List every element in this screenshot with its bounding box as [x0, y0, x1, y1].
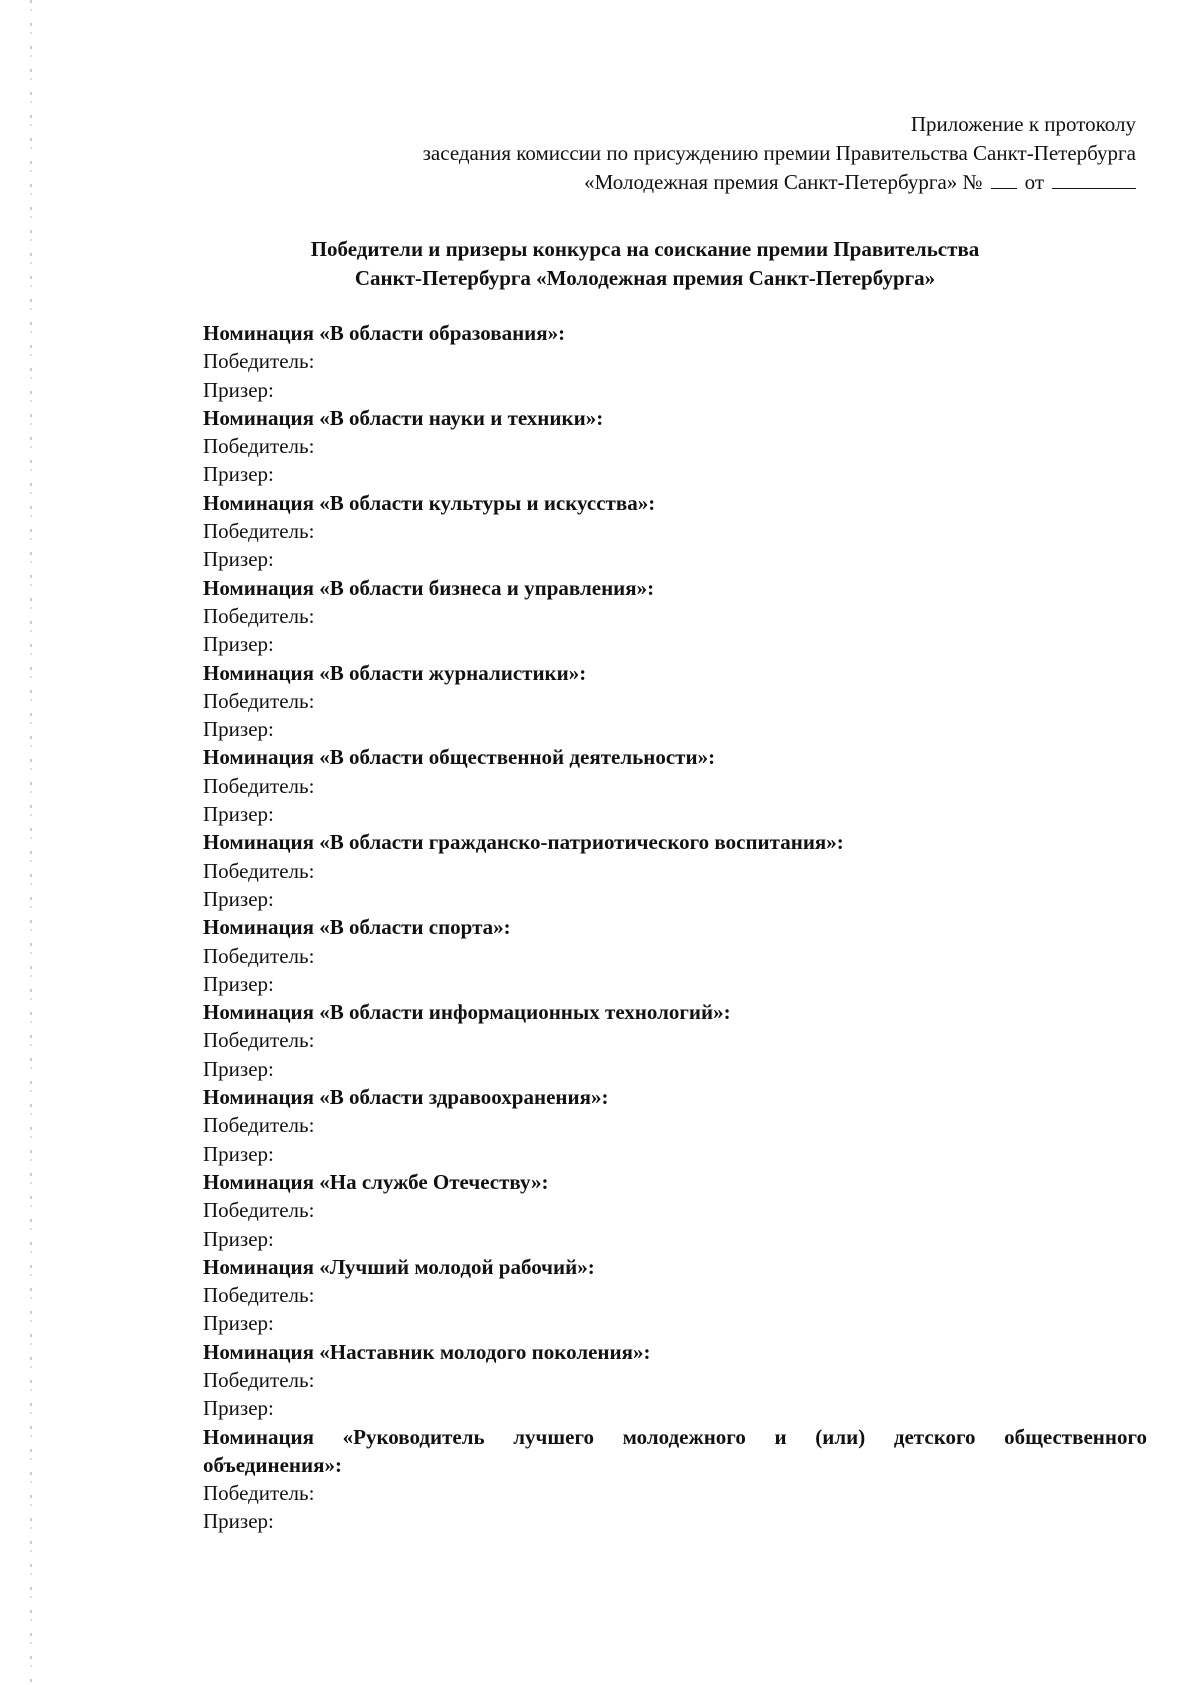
nomination-title: Номинация «В области общественной деятельности»:	[203, 745, 716, 770]
header-from-label: от	[1024, 170, 1044, 194]
nomination-block	[203, 489, 1147, 574]
nomination-block	[203, 1168, 1147, 1253]
nomination-title: Номинация «Руководитель лучшего молодежного и (или) детского общественного	[203, 1424, 1147, 1449]
prize-label: Призер:	[203, 1396, 274, 1421]
nomination-title: Номинация «В области спорта»:	[203, 915, 511, 940]
prize-label: Призер:	[203, 632, 274, 657]
title-line-1: Победители и призеры конкурса на соискание премии Правительства	[310, 237, 980, 261]
nomination-block	[203, 828, 1147, 913]
title-line-2: Санкт-Петербурга «Молодежная премия Санкт-Петербурга»	[354, 266, 936, 290]
nomination-title-continuation: объединения»:	[203, 1452, 342, 1477]
prize-label: Призер:	[203, 971, 274, 996]
nomination-block	[203, 1083, 1147, 1168]
nomination-block	[203, 404, 1147, 489]
prize-label: Призер:	[203, 462, 274, 487]
prize-label: Призер:	[203, 1226, 274, 1251]
scan-edge-artifact	[30, 0, 32, 1685]
nomination-block	[203, 743, 1147, 828]
nomination-block	[203, 1253, 1147, 1338]
winner-label: Победитель:	[203, 773, 315, 798]
nomination-title: Номинация «В области образования»:	[203, 321, 566, 345]
nomination-title: Номинация «Наставник молодого поколения»:	[203, 1339, 651, 1364]
prize-label: Призер:	[203, 547, 274, 572]
nomination-block	[203, 998, 1147, 1083]
nomination-block	[203, 1423, 1147, 1536]
prize-label: Призер:	[203, 1311, 274, 1336]
prize-label: Призер:	[203, 1056, 274, 1081]
winner-label: Победитель:	[203, 943, 315, 968]
header-line-2: заседания комиссии по присуждению премии Правительства Санкт-Петербурга	[422, 141, 1136, 165]
winner-label: Победитель:	[203, 1113, 315, 1138]
winner-label: Победитель:	[203, 349, 315, 374]
protocol-number-blank	[991, 170, 1017, 189]
winner-label: Победитель:	[203, 1028, 315, 1053]
document-header	[236, 110, 1136, 197]
prize-label: Призер:	[203, 1141, 274, 1166]
protocol-date-blank	[1052, 170, 1136, 189]
header-line-3	[236, 168, 1136, 197]
prize-label: Призер:	[203, 1509, 274, 1534]
nomination-title: Номинация «В области бизнеса и управления»:	[203, 575, 655, 600]
nomination-block	[203, 574, 1147, 659]
nomination-block	[203, 913, 1147, 998]
document-title	[200, 235, 1090, 293]
nomination-title: Номинация «В области здравоохранения»:	[203, 1085, 609, 1110]
winner-label: Победитель:	[203, 603, 315, 628]
nomination-title: Номинация «На службе Отечеству»:	[203, 1169, 549, 1194]
winner-label: Победитель:	[203, 1481, 315, 1506]
winner-label: Победитель:	[203, 688, 315, 713]
nomination-title: Номинация «В области журналистики»:	[203, 660, 587, 685]
nomination-title: Номинация «В области гражданско-патриотического воспитания»:	[203, 830, 844, 855]
nomination-block	[203, 319, 1147, 404]
nomination-title: Номинация «В области культуры и искусства»:	[203, 490, 656, 515]
winner-label: Победитель:	[203, 1198, 315, 1223]
nomination-block	[203, 1338, 1147, 1423]
nomination-title: Номинация «В области науки и техники»:	[203, 405, 604, 430]
winner-label: Победитель:	[203, 1367, 315, 1392]
nomination-title: Номинация «Лучший молодой рабочий»:	[203, 1254, 595, 1279]
winner-label: Победитель:	[203, 1283, 315, 1308]
winner-label: Победитель:	[203, 434, 315, 459]
header-line-1: Приложение к протоколу	[910, 112, 1136, 136]
prize-label: Призер:	[203, 377, 274, 402]
winner-label: Победитель:	[203, 858, 315, 883]
header-line-3-text: «Молодежная премия Санкт-Петербурга» №	[584, 170, 983, 194]
prize-label: Призер:	[203, 886, 274, 911]
winner-label: Победитель:	[203, 519, 315, 544]
nomination-title: Номинация «В области информационных технологий»:	[203, 1000, 731, 1025]
nomination-block	[203, 659, 1147, 744]
prize-label: Призер:	[203, 802, 274, 827]
prize-label: Призер:	[203, 717, 274, 742]
nominations-list	[203, 319, 1147, 1536]
